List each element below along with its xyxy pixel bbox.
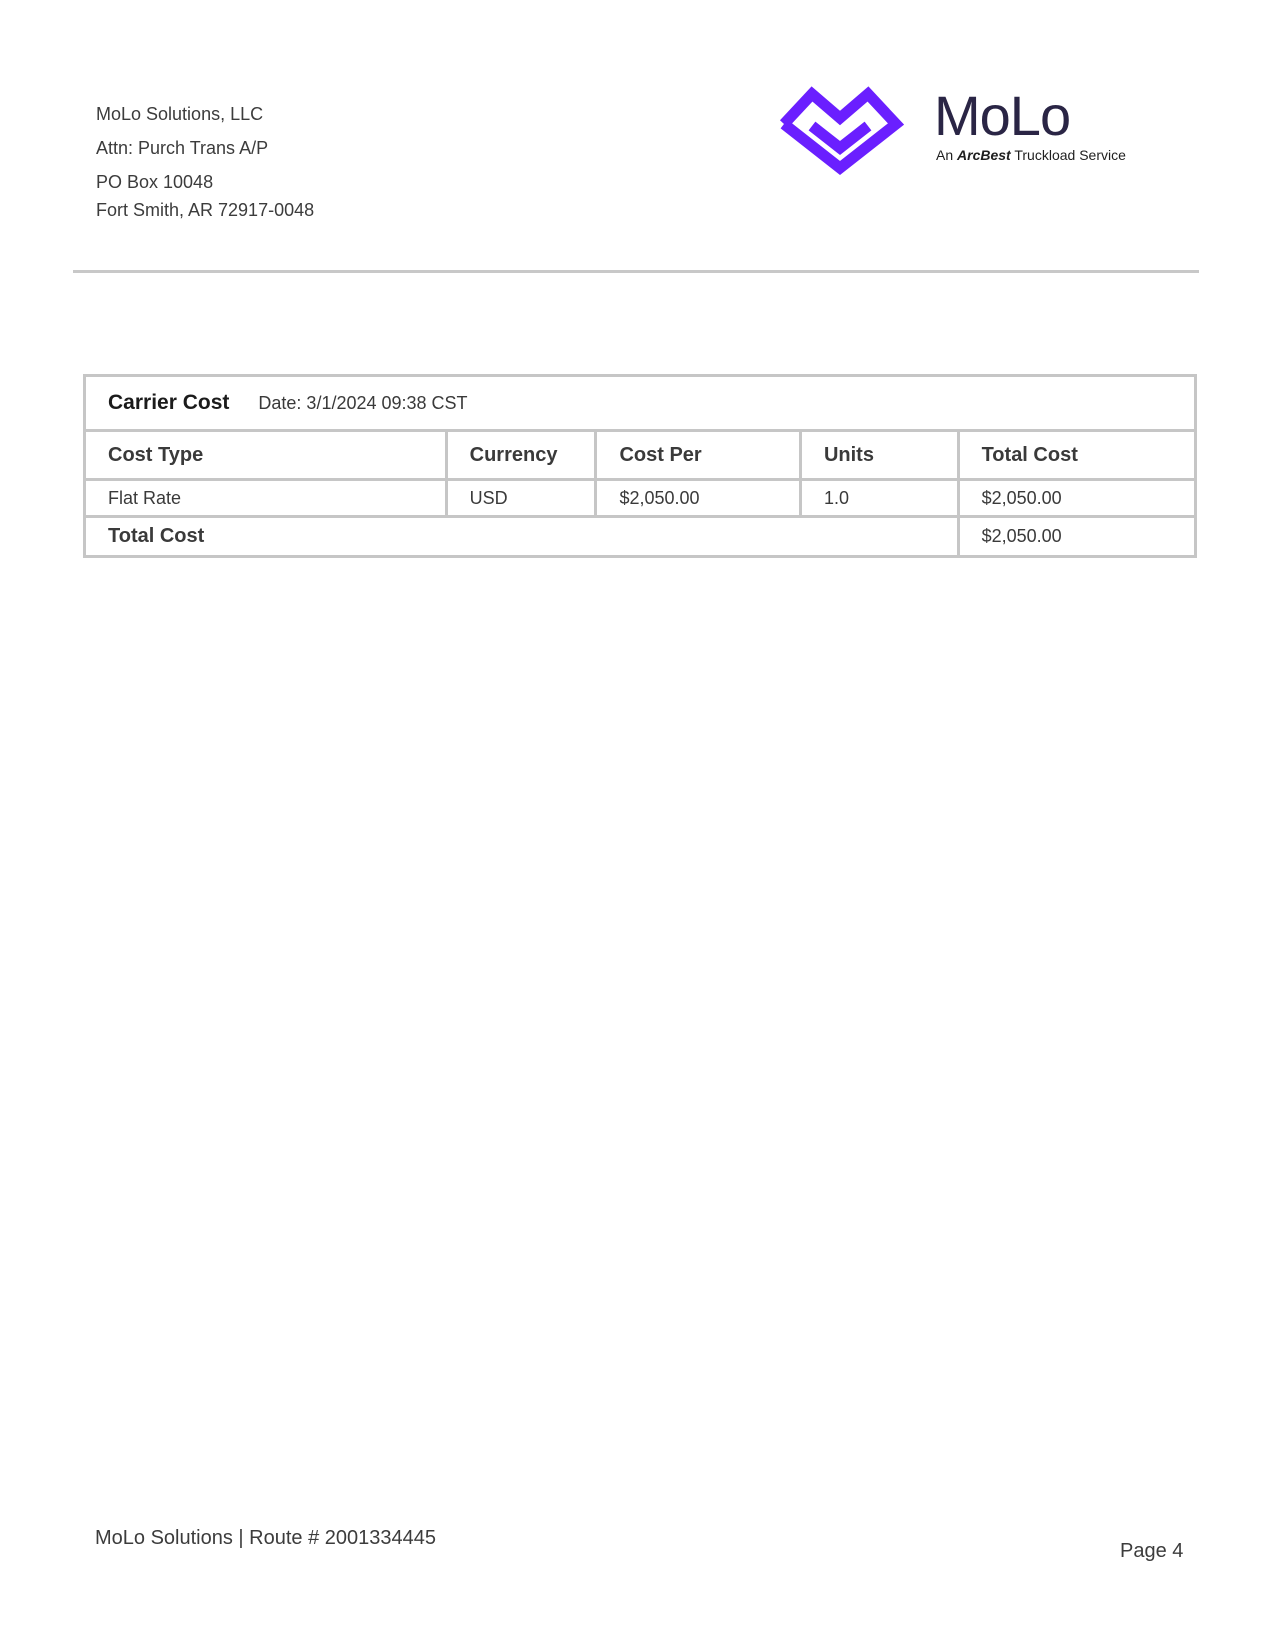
column-header: Cost Per [596, 431, 801, 480]
column-header: Total Cost [958, 431, 1195, 480]
column-header: Cost Type [85, 431, 447, 480]
footer-route: MoLo Solutions | Route # 2001334445 [95, 1527, 437, 1549]
cost-type-cell: Flat Rate [85, 480, 447, 517]
units-cell: 1.0 [800, 480, 958, 517]
tagline-suffix: Truckload Service [1014, 147, 1126, 163]
table-row [85, 480, 1196, 517]
po-box-line: PO Box 10048 [96, 172, 214, 192]
column-header: Units [800, 431, 958, 480]
cost-date: Date: 3/1/2024 09:38 CST [258, 393, 468, 413]
tagline-brand: ArcBest [957, 147, 1011, 163]
table-title-row [85, 376, 1196, 431]
molo-logo [776, 84, 1146, 176]
logo-wordmark: MoLo [934, 84, 1071, 147]
city-state-zip: Fort Smith, AR 72917-0048 [96, 200, 315, 220]
molo-chevron-logo-icon [776, 84, 908, 176]
tagline-prefix: An [936, 147, 954, 163]
column-header: Currency [446, 431, 596, 480]
attention-line: Attn: Purch Trans A/P [96, 138, 269, 158]
company-name: MoLo Solutions, LLC [96, 104, 264, 124]
total-value: $2,050.00 [958, 517, 1195, 557]
page-number: Page 4 [1120, 1540, 1184, 1562]
total-label: Total Cost [85, 517, 959, 557]
table-title: Carrier Cost [108, 391, 230, 414]
logo-tagline [936, 147, 1126, 163]
table-title-cell [85, 376, 1196, 431]
total-row [85, 517, 1196, 557]
table-header-row [85, 431, 1196, 480]
header-divider [73, 270, 1199, 273]
cost-per-cell: $2,050.00 [596, 480, 801, 517]
total-cost-cell: $2,050.00 [958, 480, 1195, 517]
carrier-cost-table [83, 374, 1197, 558]
currency-cell: USD [446, 480, 596, 517]
